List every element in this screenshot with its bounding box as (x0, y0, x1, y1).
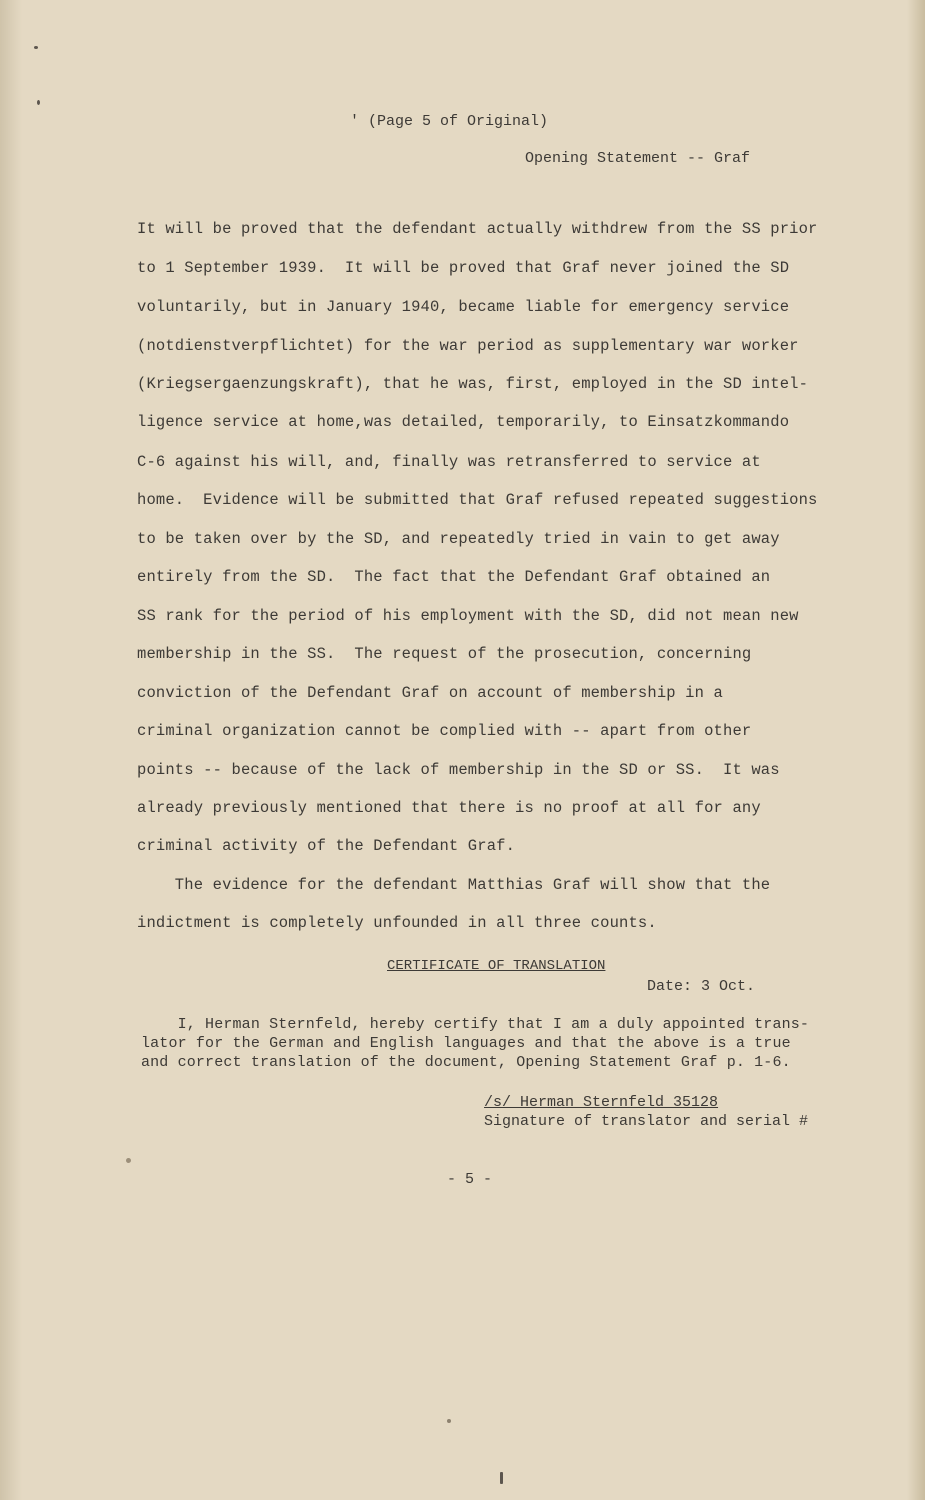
page-number: - 5 - (447, 1171, 493, 1188)
body-line: entirely from the SD. The fact that the Defendant Graf obtained an (137, 568, 771, 586)
body-line: criminal activity of the Defendant Graf. (137, 837, 516, 855)
body-line: The evidence for the defendant Matthias Graf will show that the (137, 876, 771, 894)
paper-edge-left (0, 0, 22, 1500)
page-reference: ' (Page 5 of Original) (350, 113, 549, 130)
paper-edge-right (907, 0, 925, 1500)
certificate-heading: CERTIFICATE OF TRANSLATION (387, 958, 606, 974)
header-title: Opening Statement -- Graf (525, 150, 751, 167)
body-line: ligence service at home,was detailed, temporarily, to Einsatzkommando (137, 413, 790, 431)
body-line: SS rank for the period of his employment with the SD, did not mean new (137, 607, 799, 625)
body-line: already previously mentioned that there is no proof at all for any (137, 799, 761, 817)
paper-speck (500, 1472, 503, 1484)
body-line: voluntarily, but in January 1940, became liable for emergency service (137, 298, 790, 316)
certificate-line: lator for the German and English languages and that the above is a true (141, 1035, 791, 1052)
translator-signature: /s/ Herman Sternfeld 35128 (484, 1094, 719, 1111)
certificate-date: Date: 3 Oct. (647, 978, 756, 995)
body-line: criminal organization cannot be complied with -- apart from other (137, 722, 752, 740)
body-line: conviction of the Defendant Graf on account of membership in a (137, 684, 723, 702)
paper-speck (126, 1158, 131, 1163)
paper-speck (34, 46, 38, 49)
body-line: indictment is completely unfounded in all three counts. (137, 914, 657, 932)
body-line: to 1 September 1939. It will be proved that Graf never joined the SD (137, 259, 790, 277)
body-line: home. Evidence will be submitted that Graf refused repeated suggestions (137, 491, 818, 509)
paper-speck (447, 1419, 451, 1423)
certificate-line: I, Herman Sternfeld, hereby certify that I am a duly appointed trans- (141, 1016, 810, 1033)
paper-speck (37, 100, 40, 105)
body-line: C-6 against his will, and, finally was retransferred to service at (137, 453, 761, 471)
body-line: membership in the SS. The request of the prosecution, concerning (137, 645, 752, 663)
body-line: points -- because of the lack of membership in the SD or SS. It was (137, 761, 780, 779)
body-line: (notdienstverpflichtet) for the war period as supplementary war worker (137, 337, 799, 355)
body-line: (Kriegsergaenzungskraft), that he was, first, employed in the SD intel- (137, 375, 809, 393)
signature-caption: Signature of translator and serial # (484, 1113, 809, 1130)
body-line: to be taken over by the SD, and repeatedly tried in vain to get away (137, 530, 780, 548)
certificate-line: and correct translation of the document, Opening Statement Graf p. 1-6. (141, 1054, 791, 1071)
body-line: It will be proved that the defendant actually withdrew from the SS prior (137, 220, 818, 238)
